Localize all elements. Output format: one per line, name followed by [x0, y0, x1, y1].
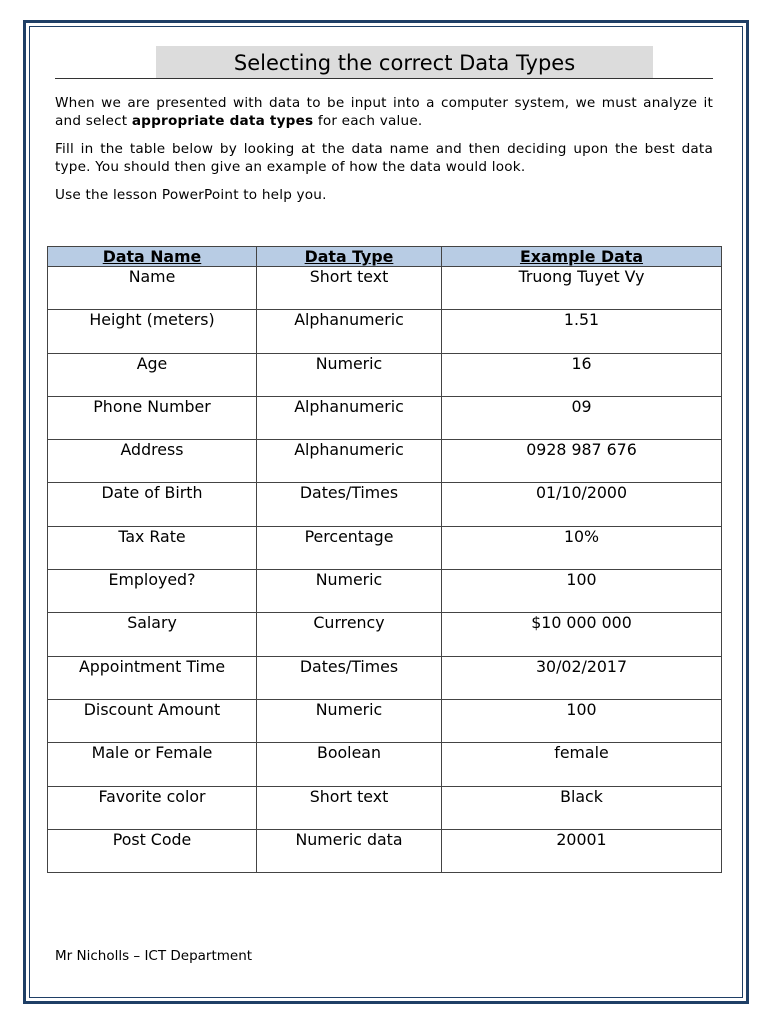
data-types-table	[47, 246, 722, 873]
cell-data-name: Height (meters)	[48, 310, 257, 353]
intro-paragraph-1	[55, 95, 713, 130]
cell-example-data: Truong Tuyet Vy	[442, 267, 722, 310]
table-row	[48, 743, 722, 786]
table-row	[48, 353, 722, 396]
cell-data-type: Dates/Times	[257, 656, 442, 699]
cell-data-name: Favorite color	[48, 786, 257, 829]
cell-data-name: Age	[48, 353, 257, 396]
cell-data-name: Appointment Time	[48, 656, 257, 699]
cell-example-data: 100	[442, 699, 722, 742]
header-data-name: Data Name	[48, 247, 257, 267]
cell-data-name: Salary	[48, 613, 257, 656]
cell-data-type: Dates/Times	[257, 483, 442, 526]
intro-paragraph-2: Fill in the table below by looking at the data name and then deciding upon the best data type. You should then give an example of how the data would look.	[55, 141, 713, 175]
footer-text: Mr Nicholls – ICT Department	[55, 948, 253, 964]
intro-paragraph-3: Use the lesson PowerPoint to help you.	[55, 187, 327, 203]
intro-p1-tail: for each value.	[313, 112, 423, 129]
cell-data-type: Percentage	[257, 526, 442, 569]
table-row	[48, 656, 722, 699]
table-row	[48, 526, 722, 569]
cell-example-data: 1.51	[442, 310, 722, 353]
header-example-data: Example Data	[442, 247, 722, 267]
cell-data-type: Alphanumeric	[257, 310, 442, 353]
table-row	[48, 483, 722, 526]
cell-data-name: Date of Birth	[48, 483, 257, 526]
table-row	[48, 613, 722, 656]
cell-example-data: 0928 987 676	[442, 440, 722, 483]
cell-example-data: $10 000 000	[442, 613, 722, 656]
table-row	[48, 699, 722, 742]
cell-data-type: Currency	[257, 613, 442, 656]
cell-data-type: Numeric	[257, 699, 442, 742]
cell-data-type: Numeric	[257, 570, 442, 613]
cell-data-type: Numeric data	[257, 829, 442, 872]
table-row	[48, 829, 722, 872]
cell-data-name: Discount Amount	[48, 699, 257, 742]
title-underline	[55, 78, 713, 79]
cell-data-type: Alphanumeric	[257, 396, 442, 439]
table-row	[48, 570, 722, 613]
cell-data-type: Boolean	[257, 743, 442, 786]
table-row	[48, 396, 722, 439]
cell-data-type: Short text	[257, 786, 442, 829]
table-row	[48, 267, 722, 310]
cell-data-type: Alphanumeric	[257, 440, 442, 483]
cell-example-data: 100	[442, 570, 722, 613]
cell-data-name: Name	[48, 267, 257, 310]
cell-example-data: 01/10/2000	[442, 483, 722, 526]
table-row	[48, 440, 722, 483]
cell-example-data: 16	[442, 353, 722, 396]
intro-p1-bold: appropriate data types	[131, 112, 314, 129]
table-header-row	[48, 247, 722, 267]
cell-example-data: 30/02/2017	[442, 656, 722, 699]
cell-example-data: 09	[442, 396, 722, 439]
cell-data-name: Male or Female	[48, 743, 257, 786]
cell-data-type: Numeric	[257, 353, 442, 396]
cell-example-data: female	[442, 743, 722, 786]
cell-data-type: Short text	[257, 267, 442, 310]
cell-data-name: Employed?	[48, 570, 257, 613]
cell-data-name: Post Code	[48, 829, 257, 872]
intro-p1-text: When we are presented with data to be input into a computer system, we must analyze it and select	[55, 95, 713, 129]
cell-data-name: Tax Rate	[48, 526, 257, 569]
cell-example-data: Black	[442, 786, 722, 829]
cell-data-name: Phone Number	[48, 396, 257, 439]
cell-data-name: Address	[48, 440, 257, 483]
header-data-type: Data Type	[257, 247, 442, 267]
table-row	[48, 786, 722, 829]
cell-example-data: 20001	[442, 829, 722, 872]
table-row	[48, 310, 722, 353]
page-title: Selecting the correct Data Types	[156, 46, 653, 78]
cell-example-data: 10%	[442, 526, 722, 569]
